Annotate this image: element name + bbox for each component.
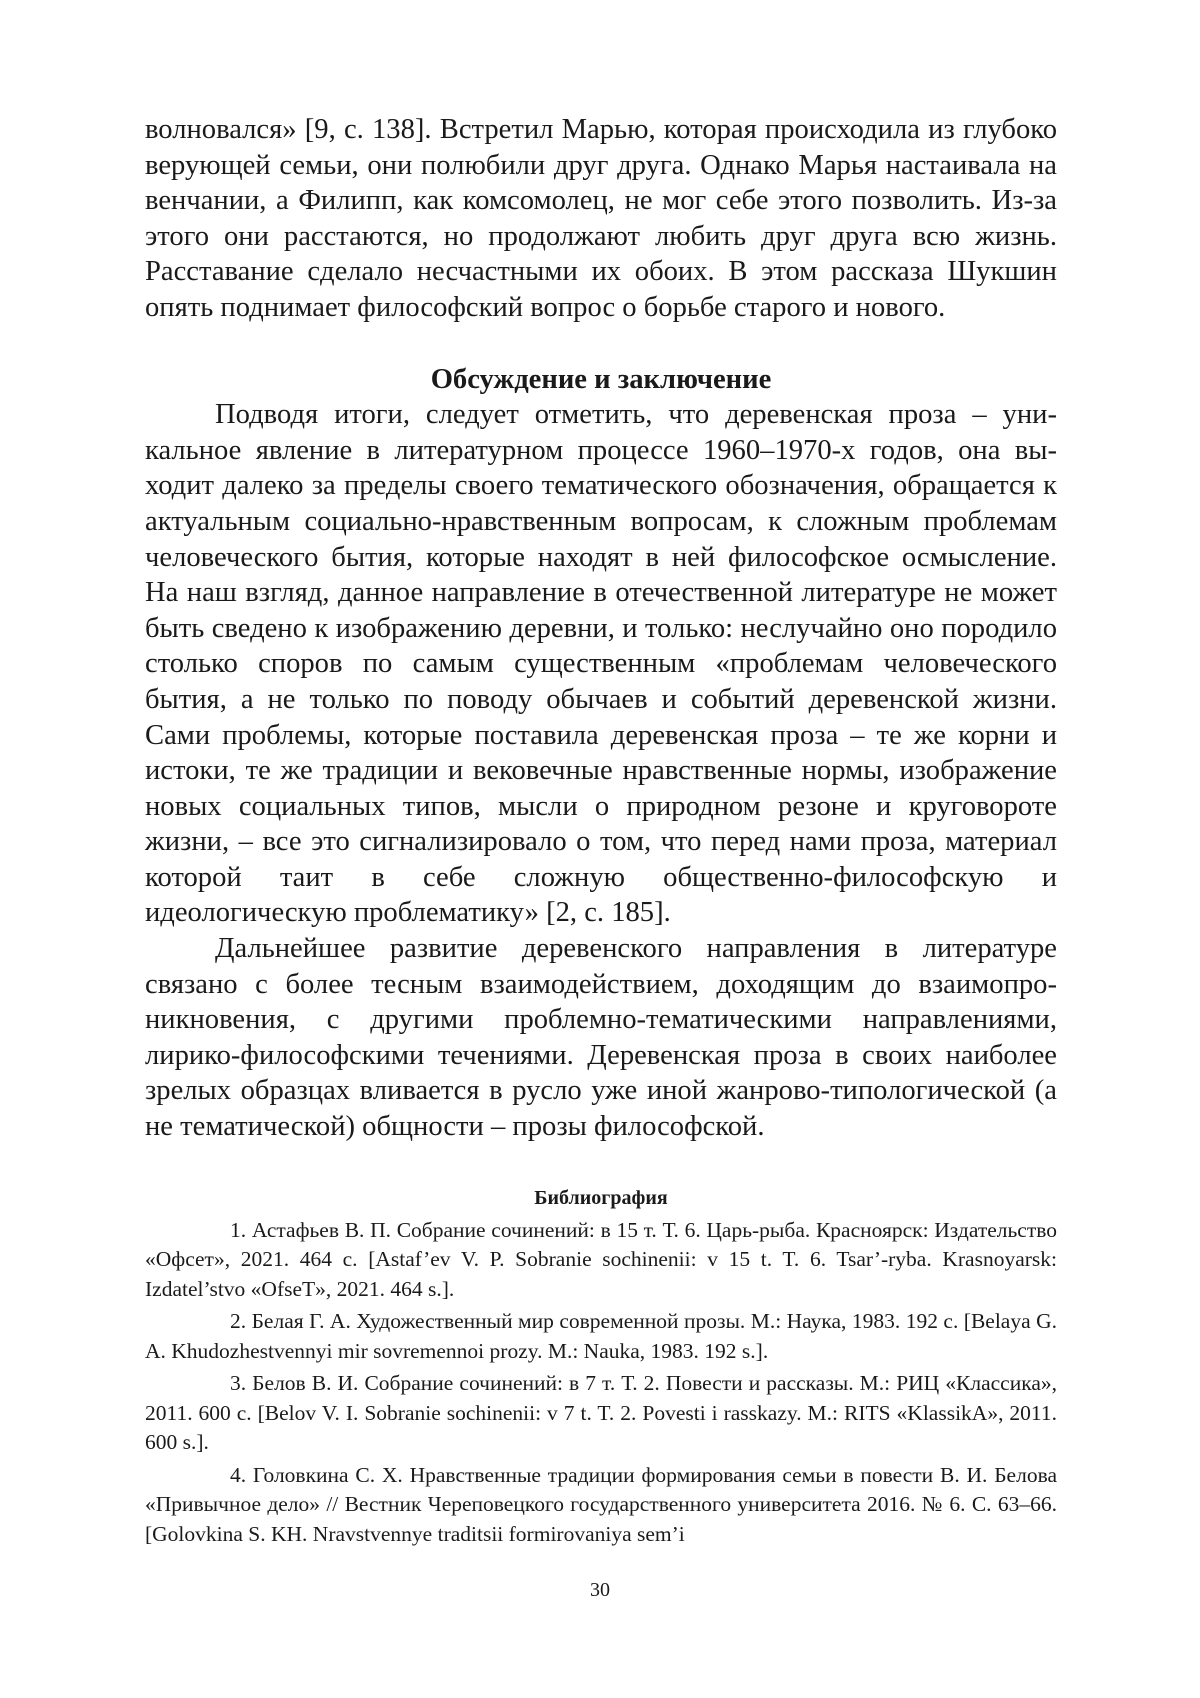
bibliography-item-3: 3. Белов В. И. Собрание сочинений: в 7 т. Т. 2. Повести и рассказы. М.: РИЦ «Классика», 2011. 600 с. [Belov V. I. Sobranie sochinenii: v 7 t. T. 2. Povesti i rasskazy. M.: RITS «KlassikA», 2011. 600 s.]. [145,1369,1057,1458]
discussion-paragraph-2: Дальнейшее развитие деревенского направления в литературе связано с более тесным взаимодействием, доходящим до взаимопро­никновения, с другими проблемно-тематическими направлениями, лирико-философскими течениями. Деревенская проза в своих наибо­лее зрелых образцах вливается в русло уже иной жанрово-типологической (а не тематической) общности – прозы философской. [145,931,1057,1145]
intro-paragraph: волновался» [9, с. 138]. Встретил Марью, которая происходила из глубоко верующей семьи, они полюбили друг друга. Однако Марья настаивала на венчании, а Филипп, как комсомолец, не мог себе этого позволить. Из-за этого они расстаются, но продолжают любить друг друга всю жизнь. Расставание сделало несчастными их обоих. В этом рассказа Шукшин опять поднимает философский вопрос о борьбе старого и нового. [145,112,1057,326]
bibliography-item-4: 4. Головкина С. Х. Нравственные традиции формирования семьи в повести В. И. Белова «Привычное дело» // Вестник Череповецкого государственного универси­тета 2016. № 6. С. 63–66. [Golovkina S. KH. Nravstvennye traditsii formirovaniya sem’i [145,1461,1057,1550]
bibliography-list [145,1216,1057,1550]
page-content [145,112,1057,1552]
bibliography-item-2: 2. Белая Г. А. Художественный мир современной прозы. М.: Наука, 1983. 192 с. [Belaya G. A. Khudozhestvennyi mir sovremennoi prozy. M.: Nauka, 1983. 192 s.]. [145,1307,1057,1366]
section-heading-discussion: Обсуждение и заключение [145,362,1057,398]
bibliography-heading: Библиография [145,1185,1057,1212]
discussion-paragraph-1: Подводя итоги, следует отметить, что деревенская проза – уни­кальное явление в литературном процессе 1960–1970-х годов, она вы­ходит далеко за пределы своего тематического обозначения, обраща­ется к актуальным социально-нравственным вопросам, к сложным проблемам человеческого бытия, которые находят в ней философское осмысление. На наш взгляд, данное направление в отечественной ли­тературе не может быть сведено к изображению деревни, и только: неслучайно оно породило столько споров по самым существенным «проблемам человеческого бытия, а не только по поводу обычаев и событий деревенской жизни. Сами проблемы, которые поставила деревенская проза – те же корни и истоки, те же традиции и вековеч­ные нравственные нормы, изображение новых социальных типов, мысли о природном резоне и круговороте жизни, – все это сигнализи­ровало о том, что перед нами проза, материал которой таит в себе сложную общественно-философскую и идеологическую проблемати­ку» [2, с. 185]. [145,397,1057,931]
bibliography-item-1: 1. Астафьев В. П. Собрание сочинений: в 15 т. Т. 6. Царь-рыба. Красноярск: Издательство «Офсет», 2021. 464 с. [Astaf’ev V. P. Sobranie sochinenii: v 15 t. T. 6. Tsar’-ryba. Krasnoyarsk: Izdatel’stvo «OfseT», 2021. 464 s.]. [145,1216,1057,1305]
page-number: 30 [0,1578,1200,1602]
article-body [145,112,1057,1145]
